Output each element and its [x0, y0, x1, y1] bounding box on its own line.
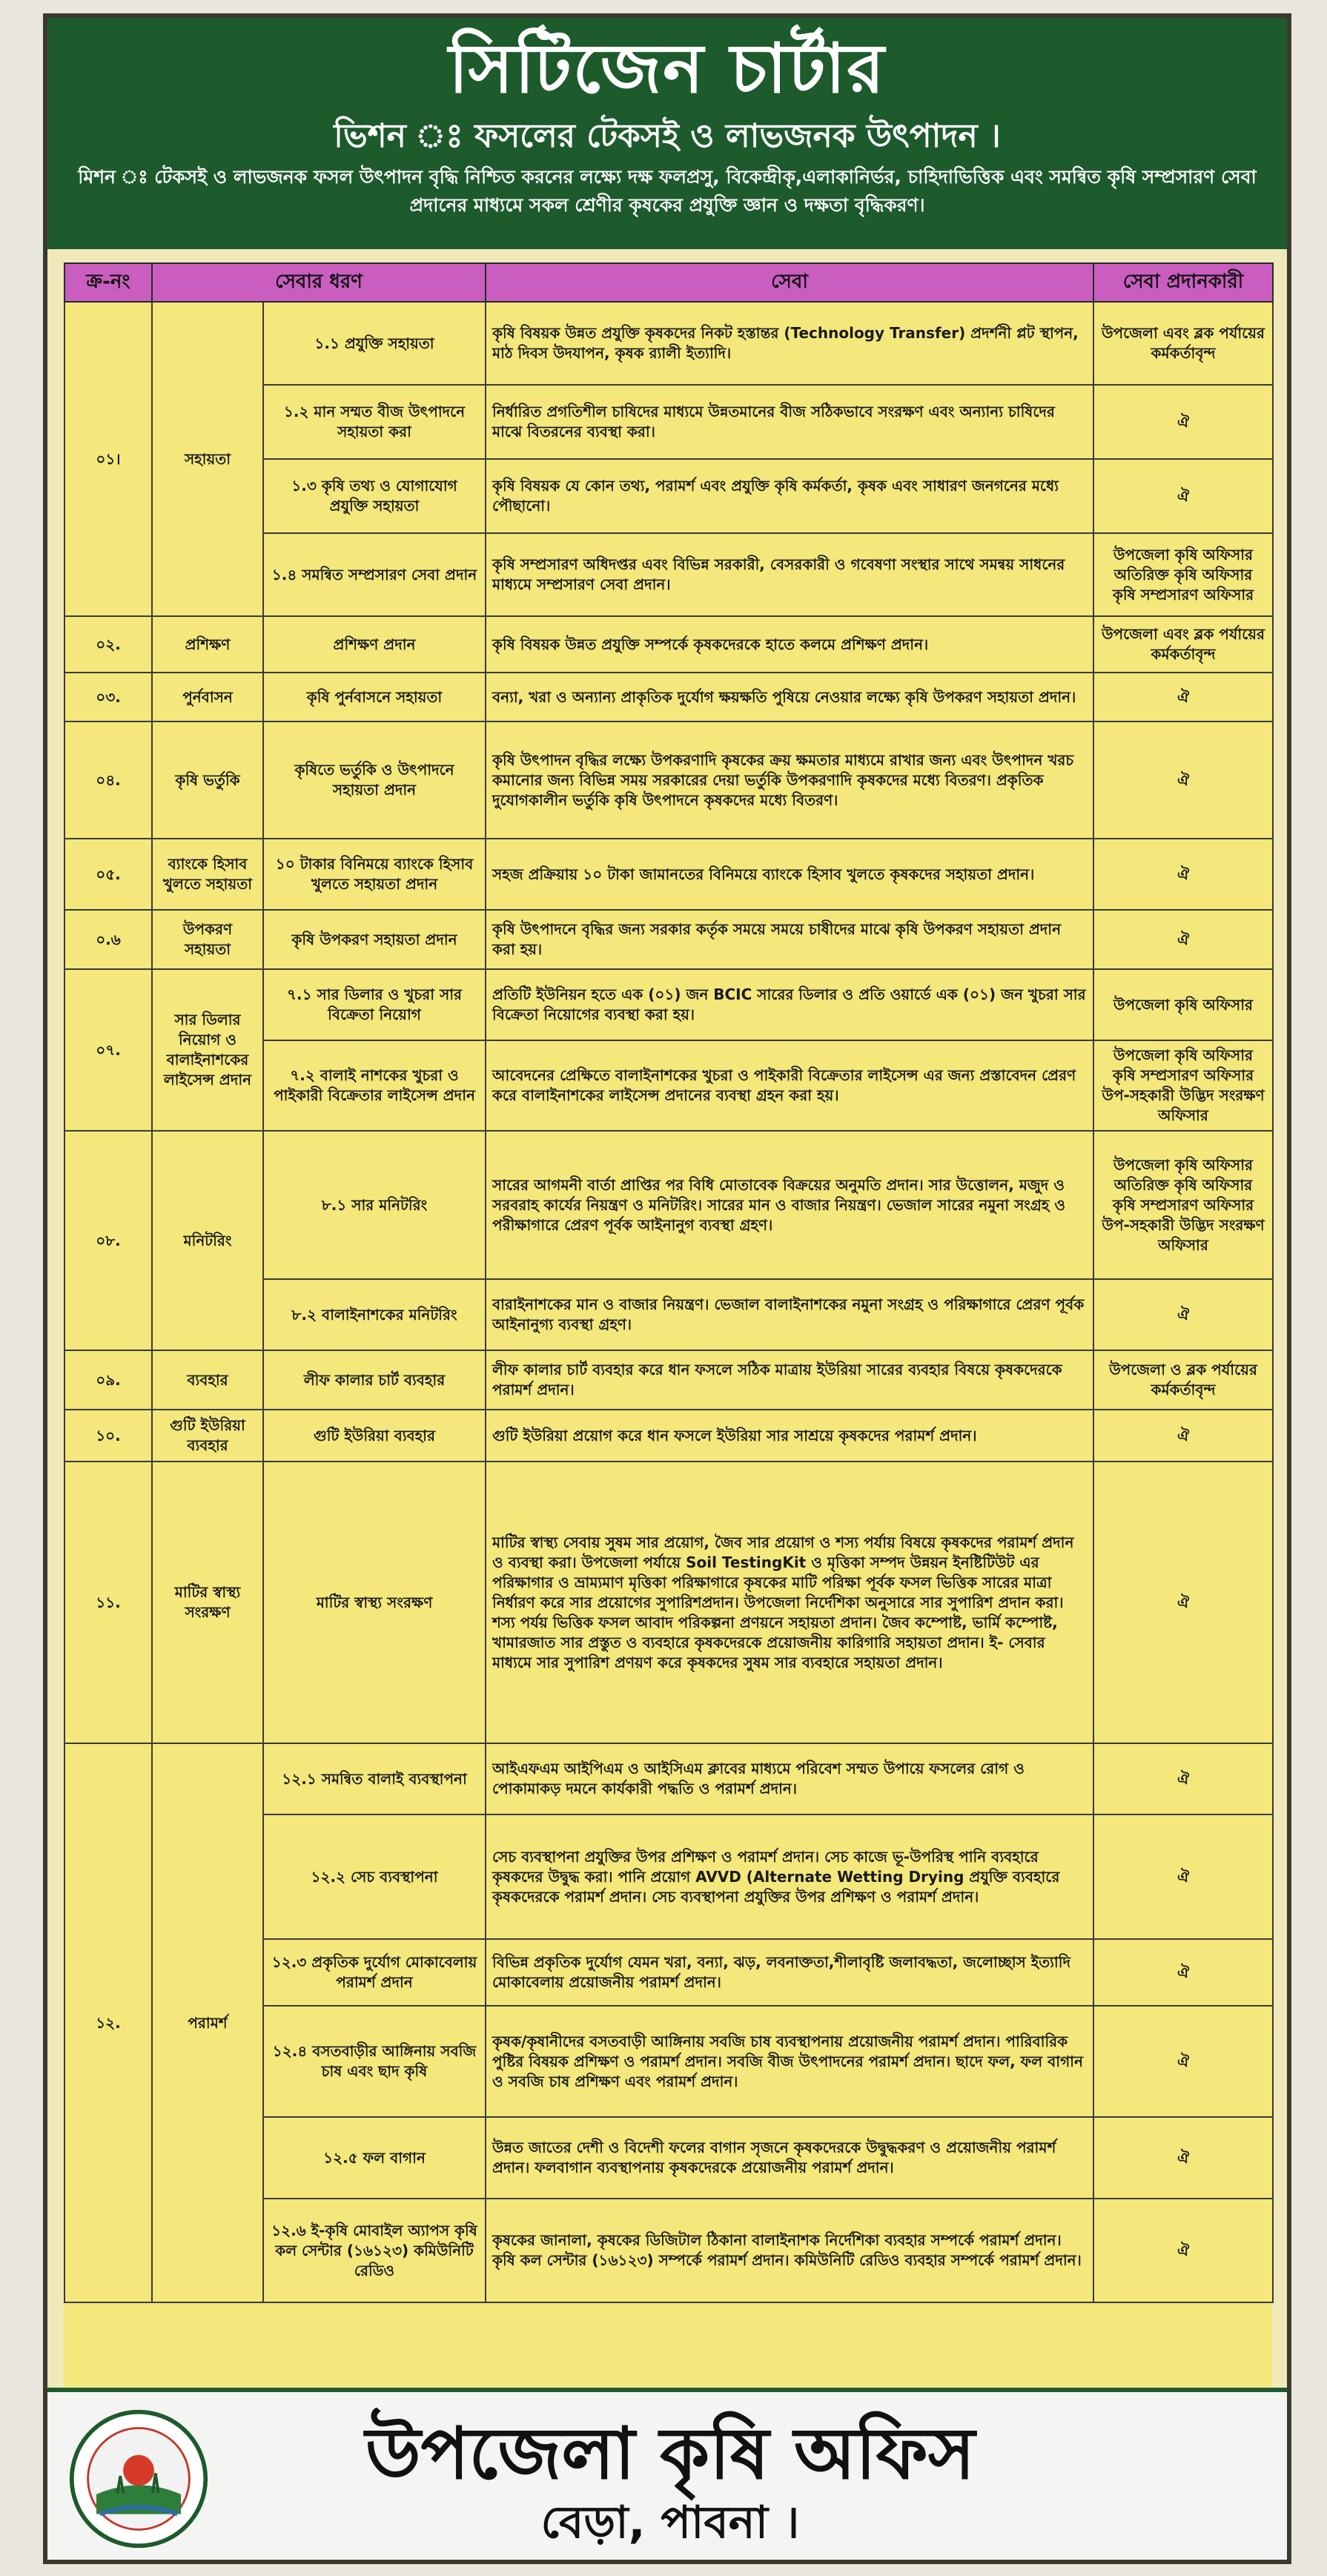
row-service: প্রতিটি ইউনিয়ন হতে এক (০১) জন BCIC সারের ডিলার ও প্রতি ওয়ার্ডে এক (০১) জন খুচরা সার বিক্রেতা নিয়োগের ব্যবস্থা করা হয়। [486, 969, 1093, 1040]
row-provider: ঐ [1093, 721, 1273, 839]
row-subtype: ৭.২ বালাই নাশকের খুচরা ও পাইকারী বিক্রেতার লাইসেন্স প্রদান [263, 1040, 486, 1131]
row-subtype: ১২.৪ বসতবাড়ীর আঙ্গিনায় সবজি চাষ এবং ছাদ কৃষি [263, 2006, 486, 2117]
row-subtype: ১২.৬ ই-কৃষি মোবাইল অ্যাপস কৃষি কল সেন্টার (১৬১২৩) কমিউনিটি রেডিও [263, 2199, 486, 2302]
row-provider: ঐ [1093, 1279, 1273, 1350]
dae-logo-icon [68, 2408, 209, 2549]
row-service: সারের আগমনী বার্তা প্রাপ্তির পর বিধি মোতাবেক বিক্রয়ের অনুমতি প্রদান। সার উত্তোলন, মজুদ ও সরবরাহ কার্যের নিয়ন্ত্রণ ও মনিটরিং। সারের মান ও বাজার নিয়ন্ত্রণ। ভেজাল সারের নমুনা সংগ্রহ ও পরীক্ষাগারে প্রেরণ পূর্বক আইনানুগ ব্যবস্থা গ্রহণ। [486, 1131, 1093, 1279]
row-serial: ০১। [64, 302, 152, 616]
row-serial: ০৩. [64, 673, 152, 721]
row-service: বিভিন্ন প্রকৃতিক দুর্যোগ যেমন খরা, বন্যা, ঝড়, লবনাক্ততা,শীলাবৃষ্টি জলাবদ্ধতা, জলোচ্ছাস ইত্যাদি মোকাবেলায় প্রয়োজনীয় পরামর্শ প্রদান। [486, 1939, 1093, 2006]
charter-table-area [64, 262, 1272, 2387]
row-provider: উপজেলা কৃষি অফিসার কৃষি সম্প্রসারণ অফিসার উপ-সহকারী উদ্ভিদ সংরক্ষণ অফিসার [1093, 1040, 1273, 1131]
row-service-type: পুর্নবাসন [152, 673, 263, 721]
row-provider: ঐ [1093, 1743, 1273, 1814]
table-row [64, 302, 1273, 385]
row-service: উন্নত জাতের দেশী ও বিদেশী ফলের বাগান সৃজনে কৃষকদেরকে উদ্বুদ্ধকরণ ও প্রয়োজনীয় পরামর্শ প্রদান। ফলবাগান ব্যবস্থাপনায় কৃষকদেরকে প্রয়োজনীয় পরামর্শ প্রদান। [486, 2117, 1093, 2199]
row-service: সহজ প্রক্রিয়ায় ১০ টাকা জামানতের বিনিময়ে ব্যাংকে হিসাব খুলতে কৃষকদের সহায়তা প্রদান। [486, 839, 1093, 910]
row-serial: ১১. [64, 1462, 152, 1743]
row-serial: ০৪. [64, 721, 152, 839]
row-provider: ঐ [1093, 839, 1273, 910]
row-service-type: মনিটরিং [152, 1131, 263, 1350]
row-provider: উপজেলা কৃষি অফিসার অতিরিক্ত কৃষি অফিসার কৃষি সম্প্রসারণ অফিসার [1093, 533, 1273, 616]
header-serial: ক্র-নং [64, 263, 152, 302]
row-service-type: সহায়তা [152, 302, 263, 616]
row-service: কৃষি উৎপাদন বৃদ্ধির লক্ষ্যে উপকরণাদি কৃষকের ক্রয় ক্ষমতার মাধ্যমে রাখার জন্য এবং উৎপাদন খরচ কমানোর জন্য বিভিন্ন সময় সরকারের দেয়া ভর্তুকি উপকরণাদি কৃষকদের মধ্যে বিতরণ। প্রকৃতিক দুযোগকালীন ভর্তুকি কৃষি উৎপাদনে কৃষকদের মধ্যে বিতরণ। [486, 721, 1093, 839]
row-subtype: কৃষি উপকরণ সহায়তা প্রদান [263, 910, 486, 969]
row-subtype: প্রশিক্ষণ প্রদান [263, 616, 486, 673]
mission-statement: মিশন ঃ টেকসই ও লাভজনক ফসল উৎপাদন বৃদ্ধি নিশ্চিত করনের লক্ষ্যে দক্ষ ফলপ্রসু, বিকেন্দ্রীকৃ,এলাকানির্ভর, চাহিদাভিত্তিক এবং সমন্বিত কৃষি সম্প্রসারণ সেবা প্রদানের মাধ্যমে সকল শ্রেণীর কৃষকের প্রযুক্তি জ্ঞান ও দক্ষতা বৃদ্ধিকরণ। [78, 166, 1257, 216]
row-provider: ঐ [1093, 2006, 1273, 2117]
table-row [64, 1350, 1273, 1410]
row-provider: উপজেলা এবং ব্লক পর্যায়ের কর্মকর্তাবৃন্দ [1093, 616, 1273, 673]
row-subtype: ৭.১ সার ডিলার ও খুচরা সার বিক্রেতা নিয়োগ [263, 969, 486, 1040]
row-service: আইএফএম আইপিএম ও আইসিএম ক্লাবের মাধ্যমে পরিবেশ সম্মত উপায়ে ফসলের রোগ ও পোকামাকড় দমনে কার্যকারী পদ্ধতি ও পরামর্শ প্রদান। [486, 1743, 1093, 1814]
row-serial: ১০. [64, 1410, 152, 1462]
charter-table [64, 262, 1274, 2303]
row-service: লীফ কালার চার্ট ব্যবহার করে ধান ফসলে সঠিক মাত্রায় ইউরিয়া সারের ব্যবহার বিষয়ে কৃষকদেরকে পরামর্শ প্রদান। [486, 1350, 1093, 1410]
row-provider: ঐ [1093, 910, 1273, 969]
row-subtype: গুটি ইউরিয়া ব্যবহার [263, 1410, 486, 1462]
row-service-type: পরামর্শ [152, 1743, 263, 2302]
row-subtype: ৮.২ বালাইনাশকের মনিটরিং [263, 1279, 486, 1350]
row-provider: উপজেলা এবং ব্লক পর্যায়ের কর্মকর্তাবৃন্দ [1093, 302, 1273, 385]
row-subtype: ১২.১ সমন্বিত বালাই ব্যবস্থাপনা [263, 1743, 486, 1814]
row-service-type: গুটি ইউরিয়া ব্যবহার [152, 1410, 263, 1462]
row-serial: ০২. [64, 616, 152, 673]
header-service-type: সেবার ধরণ [152, 263, 486, 302]
row-subtype: ১২.৩ প্রকৃতিক দুর্যোগ মোকাবেলায় পরামর্শ প্রদান [263, 1939, 486, 2006]
row-subtype: ১২.৫ ফল বাগান [263, 2117, 486, 2199]
row-subtype: ১২.২ সেচ ব্যবস্থাপনা [263, 1814, 486, 1939]
row-service: কৃষি বিষয়ক যে কোন তথ্য, পরামর্শ এবং প্রযুক্তি কৃষি কর্মকর্তা, কৃষক এবং সাধারণ জনগনের মধ্যে পৌছানো। [486, 459, 1093, 533]
row-service: সেচ ব্যবস্থাপনা প্রযুক্তির উপর প্রশিক্ষণ ও পরামর্শ প্রদান। সেচ কাজে ভূ-উপরিস্থ পানি ব্যবহারে কৃষকদের উদ্বুদ্ধ করা। পানি প্রয়োগ AVVD (Alternate Wetting Drying প্রযুক্তি ব্যবহারে কৃষকদেরকে পরামর্শ প্রদান। সেচ ব্যবস্থাপনা প্রযুক্তির উপর প্রশিক্ষণ ও পরামর্শ প্রদান। [486, 1814, 1093, 1939]
row-service-type: কৃষি ভর্তুকি [152, 721, 263, 839]
table-row [64, 1743, 1273, 1814]
row-provider: উপজেলা কৃষি অফিসার [1093, 969, 1273, 1040]
row-provider: উপজেলা ও ব্লক পর্যায়ের কর্মকর্তাবৃন্দ [1093, 1350, 1273, 1410]
row-serial: ০৯. [64, 1350, 152, 1410]
row-service-type: ব্যাংকে হিসাব খুলতে সহায়তা [152, 839, 263, 910]
row-subtype: লীফ কালার চার্ট ব্যবহার [263, 1350, 486, 1410]
charter-header [47, 18, 1287, 249]
row-provider: ঐ [1093, 1462, 1273, 1743]
row-provider: ঐ [1093, 2199, 1273, 2302]
row-service: কৃষি উৎপাদনে বৃদ্ধির জন্য সরকার কর্তৃক সময়ে সময়ে চাষীদের মাঝে কৃষি উপকরণ সহায়তা প্রদান করা হয়। [486, 910, 1093, 969]
table-row [64, 1462, 1273, 1743]
header-provider: সেবা প্রদানকারী [1093, 263, 1273, 302]
office-name: উপজেলা কৃষি অফিস [365, 2412, 976, 2495]
row-subtype: ১০ টাকার বিনিময়ে ব্যাংকে হিসাব খুলতে সহায়তা প্রদান [263, 839, 486, 910]
row-provider: ঐ [1093, 385, 1273, 459]
table-row [64, 910, 1273, 969]
row-provider: ঐ [1093, 1410, 1273, 1462]
row-subtype: ১.৪ সমন্বিত সম্প্রসারণ সেবা প্রদান [263, 533, 486, 616]
row-service: গুটি ইউরিয়া প্রয়োগ করে ধান ফসলে ইউরিয়া সার সাশ্রয়ে কৃষকদের পরামর্শ প্রদান। [486, 1410, 1093, 1462]
row-subtype: ১.১ প্রযুক্তি সহায়তা [263, 302, 486, 385]
row-service-type: উপকরণ সহায়তা [152, 910, 263, 969]
row-provider: ঐ [1093, 1939, 1273, 2006]
row-service-type: মাটির স্বাস্থ্য সংরক্ষণ [152, 1462, 263, 1743]
row-subtype: কৃষিতে ভর্তুকি ও উৎপাদনে সহায়তা প্রদান [263, 721, 486, 839]
row-provider: ঐ [1093, 1814, 1273, 1939]
row-provider: ঐ [1093, 459, 1273, 533]
row-service: মাটির স্বাস্থ্য সেবায় সুষম সার প্রয়োগ, জৈব সার প্রয়োগ ও শস্য পর্যায় বিষয়ে কৃষকদের পরামর্শ প্রদান ও ব্যবস্থা করা। উপজেলা পর্যায়ে Soil TestingKit ও মৃত্তিকা সম্পদ উন্নয়ন ইনষ্টিটিউট এর পরিক্ষাগার ও ভ্রাম্যমাণ মৃত্তিকা পরিক্ষাগারে কৃষকের মাটি পরিক্ষা পূর্বক ফসল ভিত্তিক সারের মাত্রা নির্ধারণ করে সার প্রয়োগের সুপারিশপ্রদান। উপজেলা নির্দেশিকা অনুসারে সার সুপারিশ প্রদান করা। শস্য পর্যয় ভিত্তিক ফসল আবাদ পরিকল্পনা প্রণয়নে সহায়তা প্রদান। জৈব কম্পোষ্ট, ভার্মি কম্পোষ্ট, খামারজাত সার প্রস্তুত ও ব্যবহারে কৃষকদেরকে প্রয়োজনীয় কারিগারি সহায়তা প্রদান। ই- সেবার মাধ্যমে সার সুপারিশ প্রণয়ণ করে কৃষকদের সুষম সার ব্যবহারে সহায়তা প্রদান। [486, 1462, 1093, 1743]
header-service: সেবা [486, 263, 1093, 302]
table-row [64, 673, 1273, 721]
row-serial: ০৮. [64, 1131, 152, 1350]
row-service: আবেদনের প্রেক্ষিতে বালাইনাশকের খুচরা ও পাইকারী বিক্রেতার লাইসেন্স এর জন্য প্রস্তাবেদন প্রেরণ করে বালাইনাশকের লাইসেন্স প্রদানের ব্যবস্থা গ্রহন করা হয়। [486, 1040, 1093, 1131]
office-footer [47, 2388, 1287, 2564]
row-service-type: প্রশিক্ষণ [152, 616, 263, 673]
row-serial: ১২. [64, 1743, 152, 2302]
citizen-charter-board [43, 13, 1291, 2564]
row-service: কৃষক/কৃষানীদের বসতবাড়ী আঙ্গিনায় সবজি চাষ ব্যবস্থাপনায় প্রয়োজনীয় পরামর্শ প্রদান। পারিবারিক পুষ্টির বিষয়ক প্রশিক্ষণ ও পরামর্শ প্রদান। সবজি বীজ উৎপাদনের পরামর্শ প্রদান। ছাদে ফল, ফল বাগান ও সবজি চাষ প্রশিক্ষণ এবং পরামর্শ প্রদান। [486, 2006, 1093, 2117]
row-subtype: ১.৩ কৃষি তথ্য ও যোগাযোগ প্রযুক্তি সহায়তা [263, 459, 486, 533]
table-row [64, 616, 1273, 673]
vision-statement: ভিশন ঃ ফসলের টেকসই ও লাভজনক উৎপাদন । [334, 117, 1001, 155]
table-row [64, 969, 1273, 1040]
row-service: কৃষকের জানালা, কৃষকের ডিজিটাল ঠিকানা বালাইনাশক নির্দেশিকা ব্যবহার সম্পর্কে পরামর্শ প্রদান। কৃষি কল সেন্টার (১৬১২৩) সম্পর্কে পরামর্শ প্রদান। কমিউনিটি রেডিও ব্যবহার সম্পর্কে পরামর্শ প্রদান। [486, 2199, 1093, 2302]
row-subtype: ১.২ মান সম্মত বীজ উৎপাদনে সহায়তা করা [263, 385, 486, 459]
table-row [64, 721, 1273, 839]
row-service: নির্ধারিত প্রগতিশীল চাষিদের মাধ্যমে উন্নতমানের বীজ সঠিকভাবে সংরক্ষণ এবং অন্যান্য চাষিদের মাঝে বিতরনের ব্যবস্থা করা। [486, 385, 1093, 459]
row-service: বারাইনাশকের মান ও বাজার নিয়ন্ত্রণ। ভেজাল বালাইনাশকের নমুনা সংগ্রহ ও পরিক্ষাগারে প্রেরণ পূর্বক আইনানুগ্য ব্যবস্থা গ্রহণ। [486, 1279, 1093, 1350]
row-provider: ঐ [1093, 2117, 1273, 2199]
charter-title: সিটিজেন চার্টার [449, 29, 886, 108]
row-subtype: কৃষি পুর্নবাসনে সহায়তা [263, 673, 486, 721]
office-location: বেড়া, পাবনা । [540, 2497, 800, 2549]
row-subtype: মাটির স্বাস্থ্য সংরক্ষণ [263, 1462, 486, 1743]
row-provider: উপজেলা কৃষি অফিসার অতিরিক্ত কৃষি অফিসার কৃষি সম্প্রসারণ অফিসার উপ-সহকারী উদ্ভিদ সংরক্ষণ অফিসার [1093, 1131, 1273, 1279]
row-service-type: সার ডিলার নিয়োগ ও বালাইনাশকের লাইসেন্স প্রদান [152, 969, 263, 1131]
row-provider: ঐ [1093, 673, 1273, 721]
row-service-type: ব্যবহার [152, 1350, 263, 1410]
table-header-row [64, 263, 1273, 302]
table-row [64, 1131, 1273, 1279]
row-service: কৃষি সম্প্রসারণ অধিদপ্তর এবং বিভিন্ন সরকারী, বেসরকারী ও গবেষণা সংস্থার সাথে সমন্বয় সাধনের মাধ্যমে সম্প্রসারণ সেবা প্রদান। [486, 533, 1093, 616]
table-row [64, 839, 1273, 910]
row-service: বন্যা, খরা ও অন্যান্য প্রাকৃতিক দুর্যোগ ক্ষয়ক্ষতি পুষিয়ে নেওয়ার লক্ষ্যে কৃষি উপকরণ সহায়তা প্রদান। [486, 673, 1093, 721]
row-service: কৃষি বিষয়ক উন্নত প্রযুক্তি কৃষকদের নিকট হস্তান্তর (Technology Transfer) প্রদর্শনী প্লট স্থাপন, মাঠ দিবস উদযাপন, কৃষক র‍্যালী ইত্যাদি। [486, 302, 1093, 385]
row-serial: ০৭. [64, 969, 152, 1131]
table-row [64, 1410, 1273, 1462]
row-serial: ০.৬ [64, 910, 152, 969]
row-serial: ০৫. [64, 839, 152, 910]
row-subtype: ৮.১ সার মনিটরিং [263, 1131, 486, 1279]
row-service: কৃষি বিষয়ক উন্নত প্রযুক্তি সম্পর্কে কৃষকদেরকে হাতে কলমে প্রশিক্ষণ প্রদান। [486, 616, 1093, 673]
